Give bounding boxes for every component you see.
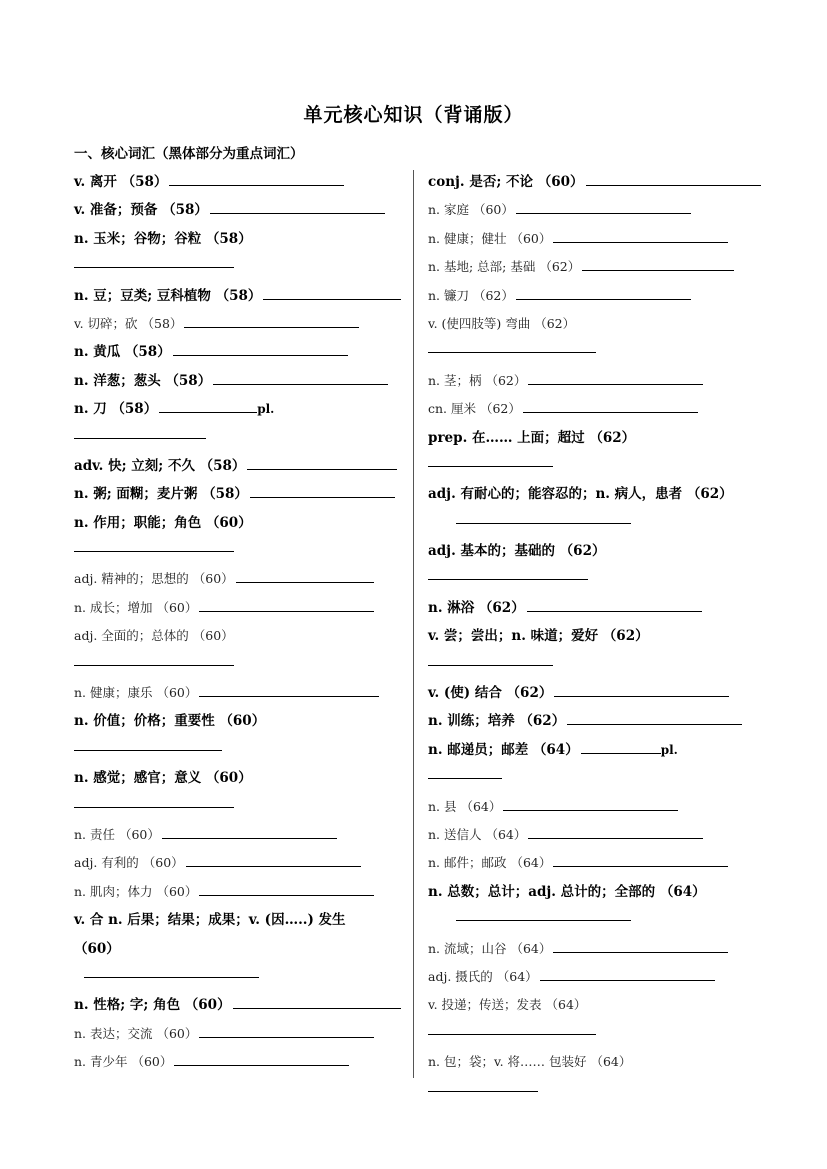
vocab-row xyxy=(74,1020,404,1048)
vocab-prompt: n. 刀 （58） xyxy=(74,401,158,418)
vocab-row xyxy=(74,707,404,735)
vocab-prompt: n. 责任 （60） xyxy=(74,826,160,842)
vocab-row xyxy=(74,991,404,1019)
answer-blank[interactable] xyxy=(428,777,502,779)
vocab-row xyxy=(74,849,404,877)
vocab-prompt: n. 县 （64） xyxy=(428,798,502,814)
answer-blank[interactable] xyxy=(213,383,388,385)
vocab-row xyxy=(428,594,758,622)
answer-line xyxy=(428,651,758,679)
answer-blank[interactable] xyxy=(528,837,703,839)
vocab-prompt: n. 镰刀 （62） xyxy=(428,287,514,303)
left-column xyxy=(74,168,404,1077)
vocab-row xyxy=(74,565,404,593)
vocab-row xyxy=(74,509,404,537)
right-column xyxy=(428,168,758,1105)
vocab-row xyxy=(74,225,404,253)
vocab-prompt: v. 尝；尝出；n. 味道；爱好 （62） xyxy=(428,628,649,645)
vocab-prompt: n. 洋葱；葱头 （58） xyxy=(74,372,212,389)
vocab-prompt: n. 价值；价格；重要性 （60） xyxy=(74,713,266,730)
answer-blank[interactable] xyxy=(74,806,234,808)
answer-blank[interactable] xyxy=(174,1064,349,1066)
answer-blank[interactable] xyxy=(263,298,401,300)
vocab-row xyxy=(428,622,758,650)
vocab-prompt: n. 成长；增加 （60） xyxy=(74,599,198,615)
vocab-prompt: n. 健康；康乐 （60） xyxy=(74,685,198,701)
vocab-prompt: v. 离开 （58） xyxy=(74,174,168,190)
vocab-prompt: n. 邮递员；邮差 （64） xyxy=(428,741,579,758)
answer-blank[interactable] xyxy=(428,664,553,666)
answer-blank[interactable] xyxy=(428,1090,538,1092)
answer-blank[interactable] xyxy=(554,695,729,697)
answer-line xyxy=(428,1077,758,1105)
vocab-prompt: n. 粥; 面糊；麦片粥 （58） xyxy=(74,486,248,503)
vocab-prompt: v. 合 n. 后果；结果；成果；v. (因…..) 发生 xyxy=(74,912,346,929)
vocab-prompt: v. 准备；预备 （58） xyxy=(74,202,208,219)
vocab-row xyxy=(428,793,758,821)
answer-blank[interactable] xyxy=(527,610,702,612)
answer-blank[interactable] xyxy=(236,581,374,583)
vocab-row xyxy=(428,821,758,849)
plural-label: pl. xyxy=(660,742,678,757)
vocab-prompt: cn. 厘米 （62） xyxy=(428,401,521,417)
vocab-prompt: adj. 精神的；思想的 （60） xyxy=(74,571,234,587)
answer-blank[interactable] xyxy=(74,550,234,552)
vocab-prompt: n. 家庭 （60） xyxy=(428,202,514,218)
answer-blank[interactable] xyxy=(528,383,703,385)
section-heading: 一、核心词汇（黑体部分为重点词汇） xyxy=(74,146,304,162)
vocab-prompt: adj. 基本的；基础的 （62） xyxy=(428,543,606,560)
answer-line xyxy=(428,764,758,792)
answer-blank[interactable] xyxy=(84,976,259,978)
vocab-prompt: v. 投递；传送；发表 （64） xyxy=(428,997,587,1013)
answer-line xyxy=(74,736,404,764)
vocab-prompt: adj. 全面的；总体的 （60） xyxy=(74,628,234,644)
answer-blank[interactable] xyxy=(581,752,661,754)
vocab-prompt-continuation: （60） xyxy=(74,940,120,957)
vocab-prompt: v. 切碎；砍 （58） xyxy=(74,315,183,331)
vocab-row xyxy=(428,225,758,253)
answer-blank[interactable] xyxy=(210,212,385,214)
answer-blank[interactable] xyxy=(553,241,728,243)
vocab-prompt: n. 淋浴 （62） xyxy=(428,599,525,616)
vocab-row xyxy=(74,338,404,366)
vocab-prompt: v. (使四肢等) 弯曲 （62） xyxy=(428,315,576,331)
answer-blank[interactable] xyxy=(162,837,337,839)
vocab-row xyxy=(74,196,404,224)
vocab-prompt: n. 包；袋；v. 将…… 包装好 （64） xyxy=(428,1054,632,1070)
vocab-prompt: n. 黄瓜 （58） xyxy=(74,344,171,361)
vocab-row xyxy=(428,878,758,906)
vocab-prompt: adj. 摄氏的 （64） xyxy=(428,968,538,984)
vocab-row xyxy=(428,963,758,991)
answer-line xyxy=(74,537,404,565)
answer-blank[interactable] xyxy=(456,522,631,524)
page-title: 单元核心知识（背诵版） xyxy=(303,104,524,126)
answer-blank[interactable] xyxy=(74,266,234,268)
vocab-row xyxy=(74,622,404,650)
answer-blank[interactable] xyxy=(199,1036,374,1038)
answer-blank[interactable] xyxy=(503,809,678,811)
vocab-row xyxy=(74,367,404,395)
vocab-prompt: n. 总数；总计；adj. 总计的；全部的 （64） xyxy=(428,883,706,900)
vocab-row xyxy=(428,849,758,877)
answer-line xyxy=(428,452,758,480)
answer-blank[interactable] xyxy=(428,465,553,467)
vocab-row xyxy=(428,480,758,508)
answer-line xyxy=(428,906,758,934)
answer-blank[interactable] xyxy=(199,894,374,896)
answer-line xyxy=(428,565,758,593)
answer-blank[interactable] xyxy=(516,212,691,214)
vocab-prompt: conj. 是否; 不论 （60） xyxy=(428,174,584,190)
answer-blank[interactable] xyxy=(428,578,588,580)
vocab-row xyxy=(428,367,758,395)
answer-blank[interactable] xyxy=(553,865,728,867)
answer-blank[interactable] xyxy=(567,723,742,725)
answer-blank[interactable] xyxy=(169,184,344,186)
vocab-prompt: n. 性格; 字; 角色 （60） xyxy=(74,997,231,1014)
vocab-prompt: n. 玉米；谷物；谷粒 （58） xyxy=(74,230,252,247)
vocab-row xyxy=(428,935,758,963)
vocab-row xyxy=(74,282,404,310)
vocab-prompt: n. 训练；培养 （62） xyxy=(428,713,566,730)
column-divider xyxy=(413,170,414,1078)
vocab-row-continuation xyxy=(74,935,404,963)
vocab-row xyxy=(428,310,758,338)
answer-blank[interactable] xyxy=(74,664,234,666)
answer-blank[interactable] xyxy=(173,354,348,356)
vocab-prompt: prep. 在…… 上面；超过 （62） xyxy=(428,429,636,446)
answer-line xyxy=(74,651,404,679)
vocab-row xyxy=(428,196,758,224)
vocab-prompt: v. (使) 结合 （62） xyxy=(428,685,553,702)
vocab-prompt: n. 健康；健壮 （60） xyxy=(428,230,552,246)
answer-blank[interactable] xyxy=(586,184,761,186)
vocab-row xyxy=(74,1048,404,1076)
vocab-prompt: n. 青少年 （60） xyxy=(74,1054,173,1070)
vocab-prompt: n. 基地; 总部; 基础 （62） xyxy=(428,259,581,275)
vocab-row xyxy=(74,395,404,423)
vocab-row xyxy=(428,736,758,764)
vocab-prompt: n. 茎；柄 （62） xyxy=(428,372,527,388)
answer-blank[interactable] xyxy=(428,1033,596,1035)
vocab-row xyxy=(428,424,758,452)
vocab-prompt: n. 流域；山谷 （64） xyxy=(428,940,552,956)
answer-blank[interactable] xyxy=(199,610,374,612)
vocab-prompt: n. 邮件；邮政 （64） xyxy=(428,855,552,871)
vocab-row xyxy=(74,480,404,508)
answer-blank[interactable] xyxy=(199,695,379,697)
answer-blank[interactable] xyxy=(247,468,397,470)
vocab-row xyxy=(428,707,758,735)
answer-line xyxy=(428,1020,758,1048)
answer-line xyxy=(428,338,758,366)
vocab-row xyxy=(74,452,404,480)
vocab-row xyxy=(74,906,404,934)
vocab-row xyxy=(428,168,758,196)
answer-line xyxy=(428,509,758,537)
answer-blank[interactable] xyxy=(184,326,359,328)
answer-line xyxy=(74,793,404,821)
vocab-prompt: n. 肌肉；体力 （60） xyxy=(74,883,198,899)
vocab-prompt: n. 豆；豆类; 豆科植物 （58） xyxy=(74,287,262,304)
vocab-row xyxy=(74,168,404,196)
answer-blank[interactable] xyxy=(159,411,257,413)
answer-blank[interactable] xyxy=(250,496,395,498)
answer-line xyxy=(74,963,404,991)
answer-blank[interactable] xyxy=(186,865,361,867)
vocab-prompt: n. 表达；交流 （60） xyxy=(74,1025,198,1041)
vocab-prompt: adv. 快; 立刻; 不久 （58） xyxy=(74,457,246,474)
vocab-row xyxy=(428,679,758,707)
answer-blank[interactable] xyxy=(74,749,222,751)
answer-blank[interactable] xyxy=(233,1007,401,1009)
vocab-prompt: adj. 有耐心的；能容忍的；n. 病人，患者 （62） xyxy=(428,486,733,503)
answer-blank[interactable] xyxy=(523,411,698,413)
answer-blank[interactable] xyxy=(553,951,728,953)
vocab-prompt: adj. 有利的 （60） xyxy=(74,855,184,871)
vocab-row xyxy=(428,395,758,423)
answer-blank[interactable] xyxy=(74,437,206,439)
vocab-row xyxy=(428,537,758,565)
vocab-row xyxy=(74,878,404,906)
vocab-prompt: n. 感觉；感官；意义 （60） xyxy=(74,770,252,787)
plural-label: pl. xyxy=(257,402,275,417)
answer-blank[interactable] xyxy=(456,919,631,921)
vocab-row xyxy=(428,991,758,1019)
vocab-row xyxy=(428,1048,758,1076)
answer-blank[interactable] xyxy=(516,298,691,300)
answer-blank[interactable] xyxy=(582,269,734,271)
vocab-row xyxy=(74,310,404,338)
answer-blank[interactable] xyxy=(428,351,596,353)
vocab-prompt: n. 作用；职能；角色 （60） xyxy=(74,514,252,531)
vocab-row xyxy=(74,679,404,707)
vocab-row xyxy=(74,594,404,622)
vocab-row xyxy=(74,764,404,792)
answer-blank[interactable] xyxy=(540,979,715,981)
vocab-row xyxy=(428,282,758,310)
vocab-row xyxy=(428,253,758,281)
vocab-row xyxy=(74,821,404,849)
answer-line xyxy=(74,253,404,281)
vocab-prompt: n. 送信人 （64） xyxy=(428,826,527,842)
answer-line xyxy=(74,424,404,452)
